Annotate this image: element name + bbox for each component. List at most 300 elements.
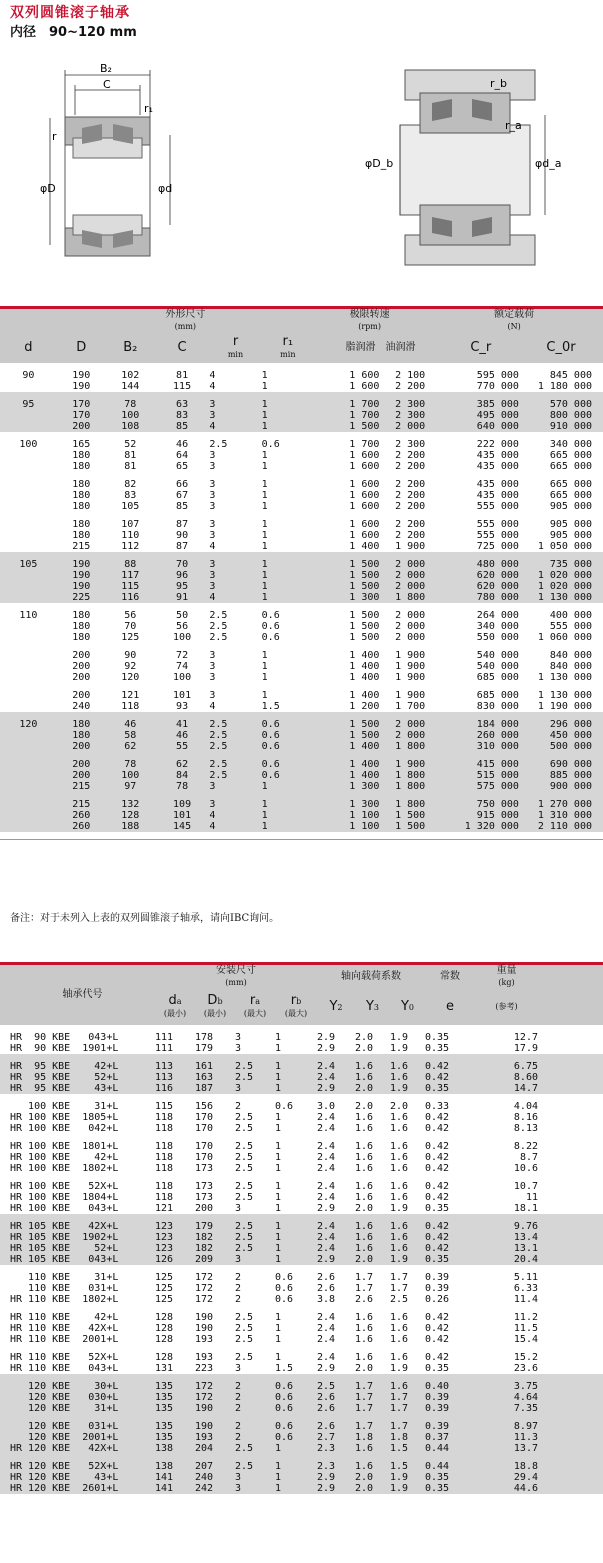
cell-C: 41 [155, 719, 210, 730]
cell-C0r: 665 000 [549, 479, 592, 490]
cell-C: 74 [176, 661, 189, 672]
cell-C0r: 900 000 [519, 781, 592, 792]
cell-ra: 2.5 [235, 1072, 275, 1083]
cell-B2: 92 [124, 661, 137, 672]
cell-r: 3 [209, 479, 216, 490]
spacer-cell [57, 832, 106, 840]
header-C0r: C_0r [519, 333, 603, 363]
cell-d [0, 661, 57, 672]
cell-grease: 1 600 [349, 461, 380, 472]
spacer-cell [355, 1345, 390, 1352]
spacer-cell [519, 552, 592, 559]
spacer-cell [209, 683, 261, 690]
spacer-cell [262, 512, 314, 519]
cell-C: 67 [176, 490, 189, 501]
spacer-cell [538, 1072, 603, 1083]
table-row [0, 1472, 603, 1483]
spacer-cell [425, 479, 442, 490]
cell-r: 2.5 [209, 439, 228, 450]
spacer-cell [592, 759, 603, 770]
spacer-cell [0, 1443, 10, 1454]
table-row [0, 1283, 603, 1294]
spacer-cell [314, 432, 336, 439]
cell-r: 2.5 [209, 730, 261, 741]
spacer-cell [262, 363, 314, 370]
spacer-cell [314, 690, 336, 701]
spacer-cell [317, 1414, 355, 1421]
spacer-cell [592, 461, 603, 472]
cell-oil: 2 200 [395, 530, 426, 541]
table-row [0, 581, 603, 592]
cell-B2: 56 [124, 610, 137, 621]
table-row [0, 1294, 603, 1305]
label-Db: φD_b [365, 157, 394, 170]
spacer-cell [0, 1294, 10, 1305]
cell-code: 120 KBE 30+L [10, 1381, 155, 1392]
cell-Cr: 830 000 [476, 701, 519, 712]
cell-weight: 8.7 [519, 1152, 538, 1163]
cell-r: 3 [209, 661, 216, 672]
cell-d [0, 701, 57, 712]
spacer-cell [425, 719, 442, 730]
cell-Y0: 1.9 [390, 1472, 425, 1483]
cell-C0r: 340 000 [549, 439, 592, 450]
spacer-cell [538, 1163, 603, 1174]
spacer-cell [592, 559, 603, 570]
table-row [0, 490, 603, 501]
table-row [0, 1101, 603, 1112]
spacer-cell [314, 701, 336, 712]
spacer-cell [155, 1054, 195, 1061]
cell-Y2: 2.6 [317, 1392, 355, 1403]
cell-d [0, 410, 57, 421]
cell-oil: 2 000 [379, 581, 425, 592]
cell-Y0: 1.6 [390, 1352, 409, 1363]
cell-Db: 163 [195, 1072, 235, 1083]
cell-C0r: 570 000 [519, 399, 592, 410]
table-row [0, 1061, 603, 1072]
spacer-cell [314, 490, 336, 501]
cell-rb: 1.5 [275, 1363, 294, 1374]
cell-r1: 1 [261, 541, 268, 552]
cell-ra: 2.5 [235, 1334, 254, 1345]
spacer-cell [538, 1334, 603, 1345]
cell-r: 3 [209, 519, 216, 530]
spacer-cell [336, 472, 380, 479]
table-row [0, 479, 603, 490]
cell-Db: 182 [195, 1243, 235, 1254]
cell-D: 215 [57, 781, 106, 792]
table-row [0, 650, 603, 661]
cell-Cr: 540 000 [476, 661, 519, 672]
cell-Cr: 770 000 [476, 381, 519, 392]
cell-Y2: 2.9 [317, 1254, 355, 1265]
cell-Y3: 1.8 [355, 1432, 390, 1443]
cell-r: 3 [209, 570, 261, 581]
header-Cr: C_r [443, 333, 519, 363]
spacer-cell [314, 792, 336, 799]
cell-code: HR 110 KBE 42+L [10, 1312, 119, 1323]
spacer-cell [443, 643, 519, 650]
spacer-cell [425, 512, 442, 519]
cell-ra: 2.5 [235, 1443, 275, 1454]
cell-C: 85 [155, 421, 210, 432]
spacer-cell [475, 1265, 538, 1272]
cell-r: 2.5 [209, 741, 261, 752]
spacer-cell [0, 1334, 10, 1345]
spacer-cell [443, 792, 519, 799]
cell-ra: 2 [235, 1283, 242, 1294]
cell-da: 111 [155, 1043, 174, 1054]
block-separator [0, 683, 603, 690]
spacer-cell [10, 1134, 155, 1141]
spacer-cell [57, 363, 106, 370]
spacer-cell [519, 683, 592, 690]
cell-r1: 1 [261, 661, 268, 672]
spacer-cell [538, 1461, 603, 1472]
spacer-cell [0, 1101, 10, 1112]
spacer-cell [314, 741, 336, 752]
spacer-cell [155, 392, 210, 399]
table-row [0, 1072, 603, 1083]
group-separator [0, 603, 603, 610]
cell-e: 0.42 [425, 1323, 450, 1334]
cell-Y0: 1.6 [390, 1192, 409, 1203]
spacer-cell [314, 610, 336, 621]
spacer-cell [0, 1454, 10, 1461]
cell-Db: 200 [195, 1203, 214, 1214]
cell-Y2: 2.4 [317, 1334, 336, 1345]
cell-Y2: 2.7 [317, 1432, 355, 1443]
spacer-cell [275, 1414, 317, 1421]
cell-rb: 1 [275, 1072, 317, 1083]
block-separator [0, 1134, 603, 1141]
header-load-spacer [425, 333, 442, 363]
cell-Y2: 2.9 [317, 1483, 355, 1494]
header-const: 常数 [425, 964, 475, 990]
spacer-cell [355, 1025, 390, 1032]
cell-Y0: 1.6 [390, 1381, 425, 1392]
cell-e: 0.42 [425, 1141, 450, 1152]
spacer-cell [538, 1152, 603, 1163]
spacer-cell [314, 621, 336, 632]
header-rb: rb (最大) [275, 989, 317, 1025]
spacer-cell [425, 1174, 475, 1181]
block-separator [0, 512, 603, 519]
cell-Y3: 1.6 [355, 1443, 390, 1454]
cell-rb: 0.6 [275, 1381, 317, 1392]
spacer-cell [425, 1414, 475, 1421]
cell-code: HR 105 KBE 42X+L [10, 1221, 155, 1232]
spacer-cell [317, 1305, 355, 1312]
cell-Y3: 2.0 [355, 1472, 390, 1483]
cell-B2: 107 [121, 519, 140, 530]
cell-code: 110 KBE 031+L [10, 1283, 119, 1294]
cell-Cr: 310 000 [443, 741, 519, 752]
spacer-cell [0, 1192, 10, 1203]
cell-r: 4 [209, 810, 261, 821]
spacer-cell [425, 1054, 475, 1061]
cell-D: 200 [57, 770, 106, 781]
cell-r1: 1 [261, 650, 268, 661]
spacer-cell [538, 1025, 603, 1032]
cell-Cr: 685 000 [476, 690, 519, 701]
cell-Y3: 2.0 [355, 1483, 390, 1494]
cell-weight: 11.5 [513, 1323, 538, 1334]
spacer-cell [538, 1414, 603, 1421]
spacer-cell [519, 392, 592, 399]
cell-code: HR 110 KBE 42X+L [10, 1323, 119, 1334]
table-row [0, 672, 603, 683]
cell-Y2: 2.9 [317, 1043, 336, 1054]
cell-ra: 3 [235, 1083, 275, 1094]
cell-Y0: 1.7 [390, 1403, 425, 1414]
cell-grease: 1 600 [349, 479, 380, 490]
cell-d [0, 581, 57, 592]
spacer-cell [314, 570, 336, 581]
cell-Y0: 1.9 [390, 1043, 409, 1054]
spacer-cell [314, 632, 336, 643]
cell-grease: 1 400 [349, 541, 380, 552]
table-row [0, 1181, 603, 1192]
cell-Db: 156 [195, 1101, 214, 1112]
spacer-cell [592, 530, 603, 541]
cell-da: 115 [155, 1101, 174, 1112]
cell-r1: 1 [261, 672, 268, 683]
cell-rb: 0.6 [275, 1432, 317, 1443]
cell-grease: 1 500 [336, 421, 380, 432]
cell-Y2: 2.6 [317, 1283, 336, 1294]
cell-r: 3 [209, 799, 261, 810]
spacer-cell [443, 472, 519, 479]
spacer-cell [155, 1374, 195, 1381]
group-separator [0, 1374, 603, 1381]
spacer-cell [355, 1054, 390, 1061]
cell-B2: 121 [121, 690, 140, 701]
spacer-cell [0, 1083, 10, 1094]
spacer-cell [390, 1345, 425, 1352]
spacer-cell [592, 370, 603, 381]
spacer-cell [336, 552, 380, 559]
spacer-cell [592, 439, 603, 450]
spacer-cell [538, 1203, 603, 1214]
cell-r1: 1 [262, 781, 314, 792]
spacer-cell [538, 1305, 603, 1312]
cell-ra: 3 [235, 1203, 242, 1214]
cell-oil: 2 300 [379, 399, 425, 410]
spacer-cell [195, 1414, 235, 1421]
spacer-cell [390, 1374, 425, 1381]
cell-oil: 1 900 [395, 661, 426, 672]
spacer-cell [538, 1192, 603, 1203]
spacer-cell [538, 1123, 603, 1134]
spacer-cell [425, 759, 442, 770]
cell-e: 0.35 [425, 1203, 450, 1214]
header-D: D [57, 333, 106, 363]
spacer-cell [155, 712, 210, 719]
cell-r1: 0.6 [261, 610, 280, 621]
cell-r1: 0.6 [262, 770, 314, 781]
cell-Cr: 540 000 [476, 650, 519, 661]
spacer-cell [592, 650, 603, 661]
cell-Db: 190 [195, 1421, 235, 1432]
cell-Y2: 2.4 [317, 1243, 355, 1254]
spacer-cell [10, 1025, 155, 1032]
spacer-cell [443, 832, 519, 840]
spacer-cell [195, 1345, 235, 1352]
spacer-cell [275, 1054, 317, 1061]
cell-B2: 115 [106, 581, 155, 592]
spacer-cell [475, 1094, 538, 1101]
spacer-cell [106, 832, 155, 840]
cell-r: 2.5 [209, 719, 261, 730]
block-separator [0, 1414, 603, 1421]
spacer-cell [209, 712, 261, 719]
cell-B2: 110 [121, 530, 140, 541]
cell-Db: 170 [195, 1152, 214, 1163]
table-row [0, 1392, 603, 1403]
spacer-cell [538, 1272, 603, 1283]
spacer-cell [155, 432, 210, 439]
spacer-cell [0, 1072, 10, 1083]
cell-Y3: 1.6 [355, 1334, 374, 1345]
spacer-cell [592, 741, 603, 752]
cell-C: 145 [155, 821, 210, 832]
spacer-cell [195, 1265, 235, 1272]
cell-da: 113 [155, 1061, 195, 1072]
cell-grease: 1 600 [349, 490, 380, 501]
spacer-cell [314, 810, 336, 821]
block-separator [0, 1454, 603, 1461]
cell-ra: 2.5 [235, 1112, 254, 1123]
spacer-cell [592, 570, 603, 581]
cell-D: 190 [57, 559, 106, 570]
group-separator [0, 1265, 603, 1272]
spacer-cell [538, 1032, 603, 1043]
spacer-cell [425, 661, 442, 672]
table-end [0, 832, 603, 840]
cell-Db: 190 [195, 1312, 214, 1323]
cell-Y0: 2.0 [390, 1101, 409, 1112]
spacer-cell [314, 781, 336, 792]
table-row [0, 541, 603, 552]
cell-Db: 182 [195, 1232, 235, 1243]
spacer-cell [106, 792, 155, 799]
spacer-cell [0, 432, 57, 439]
spacer-cell [235, 1094, 275, 1101]
cell-weight: 8.16 [513, 1112, 538, 1123]
spacer-cell [425, 472, 442, 479]
spacer-cell [538, 1483, 603, 1494]
cell-rb: 1 [275, 1472, 317, 1483]
spacer-cell [0, 1254, 10, 1265]
cell-Db: 173 [195, 1192, 214, 1203]
cell-oil: 2 100 [395, 370, 426, 381]
spacer-cell [355, 1414, 390, 1421]
cell-grease: 1 300 [336, 799, 380, 810]
spacer-cell [209, 643, 261, 650]
cell-code: HR 95 KBE 52+L [10, 1072, 155, 1083]
cell-e: 0.26 [425, 1294, 450, 1305]
spacer-cell [195, 1054, 235, 1061]
cell-da: 135 [155, 1392, 195, 1403]
spacer-cell [425, 381, 442, 392]
spacer-cell [0, 1265, 10, 1272]
cell-d [0, 632, 57, 643]
table-row [0, 821, 603, 832]
spacer-cell [262, 603, 314, 610]
spacer-cell [106, 363, 155, 370]
spacer-cell [425, 1374, 475, 1381]
cell-r: 3 [209, 410, 261, 421]
spacer-cell [0, 392, 57, 399]
cell-Y3: 2.0 [355, 1043, 374, 1054]
cell-da: 138 [155, 1443, 195, 1454]
cell-code: HR 110 KBE 1802+L [10, 1294, 119, 1305]
cell-Db: 170 [195, 1141, 214, 1152]
spacer-cell [317, 1054, 355, 1061]
cell-weight: 8.22 [513, 1141, 538, 1152]
spacer-cell [262, 552, 314, 559]
spacer-cell [592, 512, 603, 519]
cell-weight: 8.13 [513, 1123, 538, 1134]
cell-B2: 100 [106, 770, 155, 781]
cell-r1: 1 [262, 421, 314, 432]
cell-weight: 13.4 [475, 1232, 538, 1243]
cell-e: 0.42 [425, 1112, 450, 1123]
cell-Y3: 1.7 [355, 1272, 374, 1283]
header-load: 额定载荷 (N) [425, 308, 603, 334]
table-row [0, 1352, 603, 1363]
cell-rb: 1 [275, 1443, 317, 1454]
spacer-cell [0, 1283, 10, 1294]
cell-r: 4 [209, 370, 216, 381]
cell-weight: 6.33 [513, 1283, 538, 1294]
cell-rb: 1 [275, 1232, 317, 1243]
cell-D: 190 [57, 581, 106, 592]
spacer-cell [0, 1403, 10, 1414]
spacer-cell [379, 512, 425, 519]
cell-rb: 0.6 [275, 1392, 317, 1403]
spacer-cell [275, 1214, 317, 1221]
cell-C: 70 [155, 559, 210, 570]
table-row [0, 1483, 603, 1494]
cell-C0r: 400 000 [549, 610, 592, 621]
cell-oil: 2 000 [395, 621, 426, 632]
cell-Y2: 2.4 [317, 1061, 355, 1072]
cell-C0r: 1 130 000 [537, 672, 592, 683]
spacer-cell [538, 1112, 603, 1123]
spacer-cell [336, 363, 380, 370]
spacer-cell [336, 392, 380, 399]
cell-Db: 172 [195, 1381, 235, 1392]
label-r1: r₁ [144, 102, 153, 115]
spacer-cell [425, 461, 442, 472]
cell-code: HR 120 KBE 52X+L [10, 1461, 155, 1472]
cell-code: HR 110 KBE 043+L [10, 1363, 119, 1374]
spacer-cell [106, 752, 155, 759]
cell-Db: 193 [195, 1352, 214, 1363]
cell-e: 0.42 [425, 1232, 475, 1243]
cell-C: 101 [155, 810, 210, 821]
spacer-cell [317, 1454, 355, 1461]
label-rb: r_b [490, 77, 508, 90]
cell-e: 0.42 [425, 1221, 475, 1232]
spacer-cell [0, 712, 57, 719]
table-row [0, 461, 603, 472]
cell-Y0: 1.6 [390, 1152, 409, 1163]
spacer-cell [275, 1174, 317, 1181]
